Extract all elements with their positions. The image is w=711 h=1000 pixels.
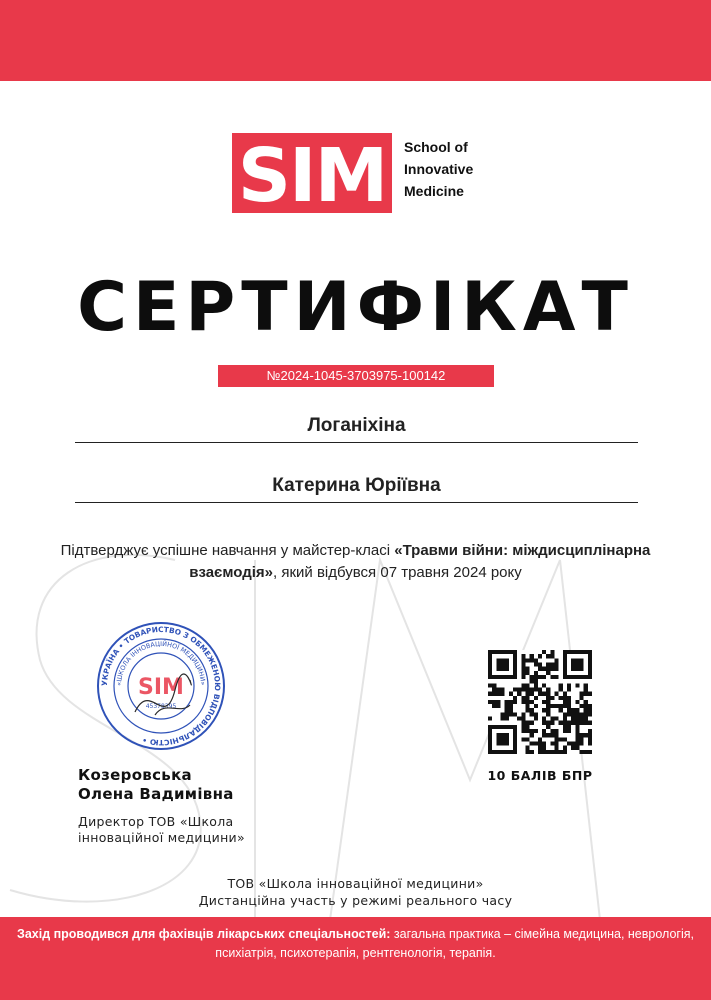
- qr-code-icon[interactable]: [488, 650, 592, 754]
- stamp-inner-text: «ШКОЛА ІННОВАЦІЙНОЇ МЕДИЦИНИ»: [114, 639, 208, 687]
- footer-specialties: загальна практика – сімейна медицина, неврологія, психіатрія, психотерапія, рентгенологія, терапія.: [215, 927, 694, 960]
- logo-line-2: Innovative: [404, 161, 474, 177]
- signer-role: Директор ТОВ «Школа інноваційної медицини»: [78, 814, 245, 845]
- participation-mode: Дистанційна участь у режимі реального часу: [198, 893, 513, 908]
- logo-mark: SIM: [237, 133, 387, 213]
- signer-surname: Козеровська: [78, 766, 192, 784]
- logo-line-1: School of: [404, 139, 468, 155]
- statement-prefix: Підтверджує успішне навчання у майстер-класі: [60, 542, 395, 559]
- footer-band: [0, 917, 711, 1000]
- logo-wordmark: [404, 136, 473, 202]
- stamp-code: 45378395: [145, 703, 177, 710]
- stamp-mark: SIM: [138, 675, 184, 700]
- sim-logo: [232, 133, 392, 213]
- top-band: [0, 0, 711, 81]
- organization-info: [0, 875, 711, 909]
- recipient-surname: Логаніхіна: [75, 415, 638, 443]
- points-label: 10 БАЛІВ БПР: [487, 768, 593, 783]
- signer-name: [78, 766, 234, 804]
- official-stamp: [95, 620, 227, 752]
- stamp-outer-text: УКРАЇНА • ТОВАРИСТВО З ОБМЕЖЕНОЮ ВІДПОВІДАЛЬНІСТЮ •: [99, 624, 223, 748]
- course-title: «Травми війни: міждисциплінарна взаємодія»: [189, 542, 651, 581]
- certificate-title: СЕРТИФІКАТ: [77, 268, 634, 347]
- signer-given-names: Олена Вадимівна: [78, 785, 234, 803]
- logo-line-3: Medicine: [404, 183, 464, 199]
- organization-name: ТОВ «Школа інноваційної медицини»: [227, 876, 484, 891]
- footer-lead: Захід проводився для фахівців лікарських спеціальностей:: [16, 927, 391, 941]
- recipient-given-names: Катерина Юріївна: [75, 475, 638, 503]
- confirmation-statement: [60, 540, 651, 584]
- statement-suffix: , який відбувся 07 травня 2024 року: [273, 564, 522, 581]
- certificate-number: №2024-1045-3703975-100142: [218, 365, 494, 387]
